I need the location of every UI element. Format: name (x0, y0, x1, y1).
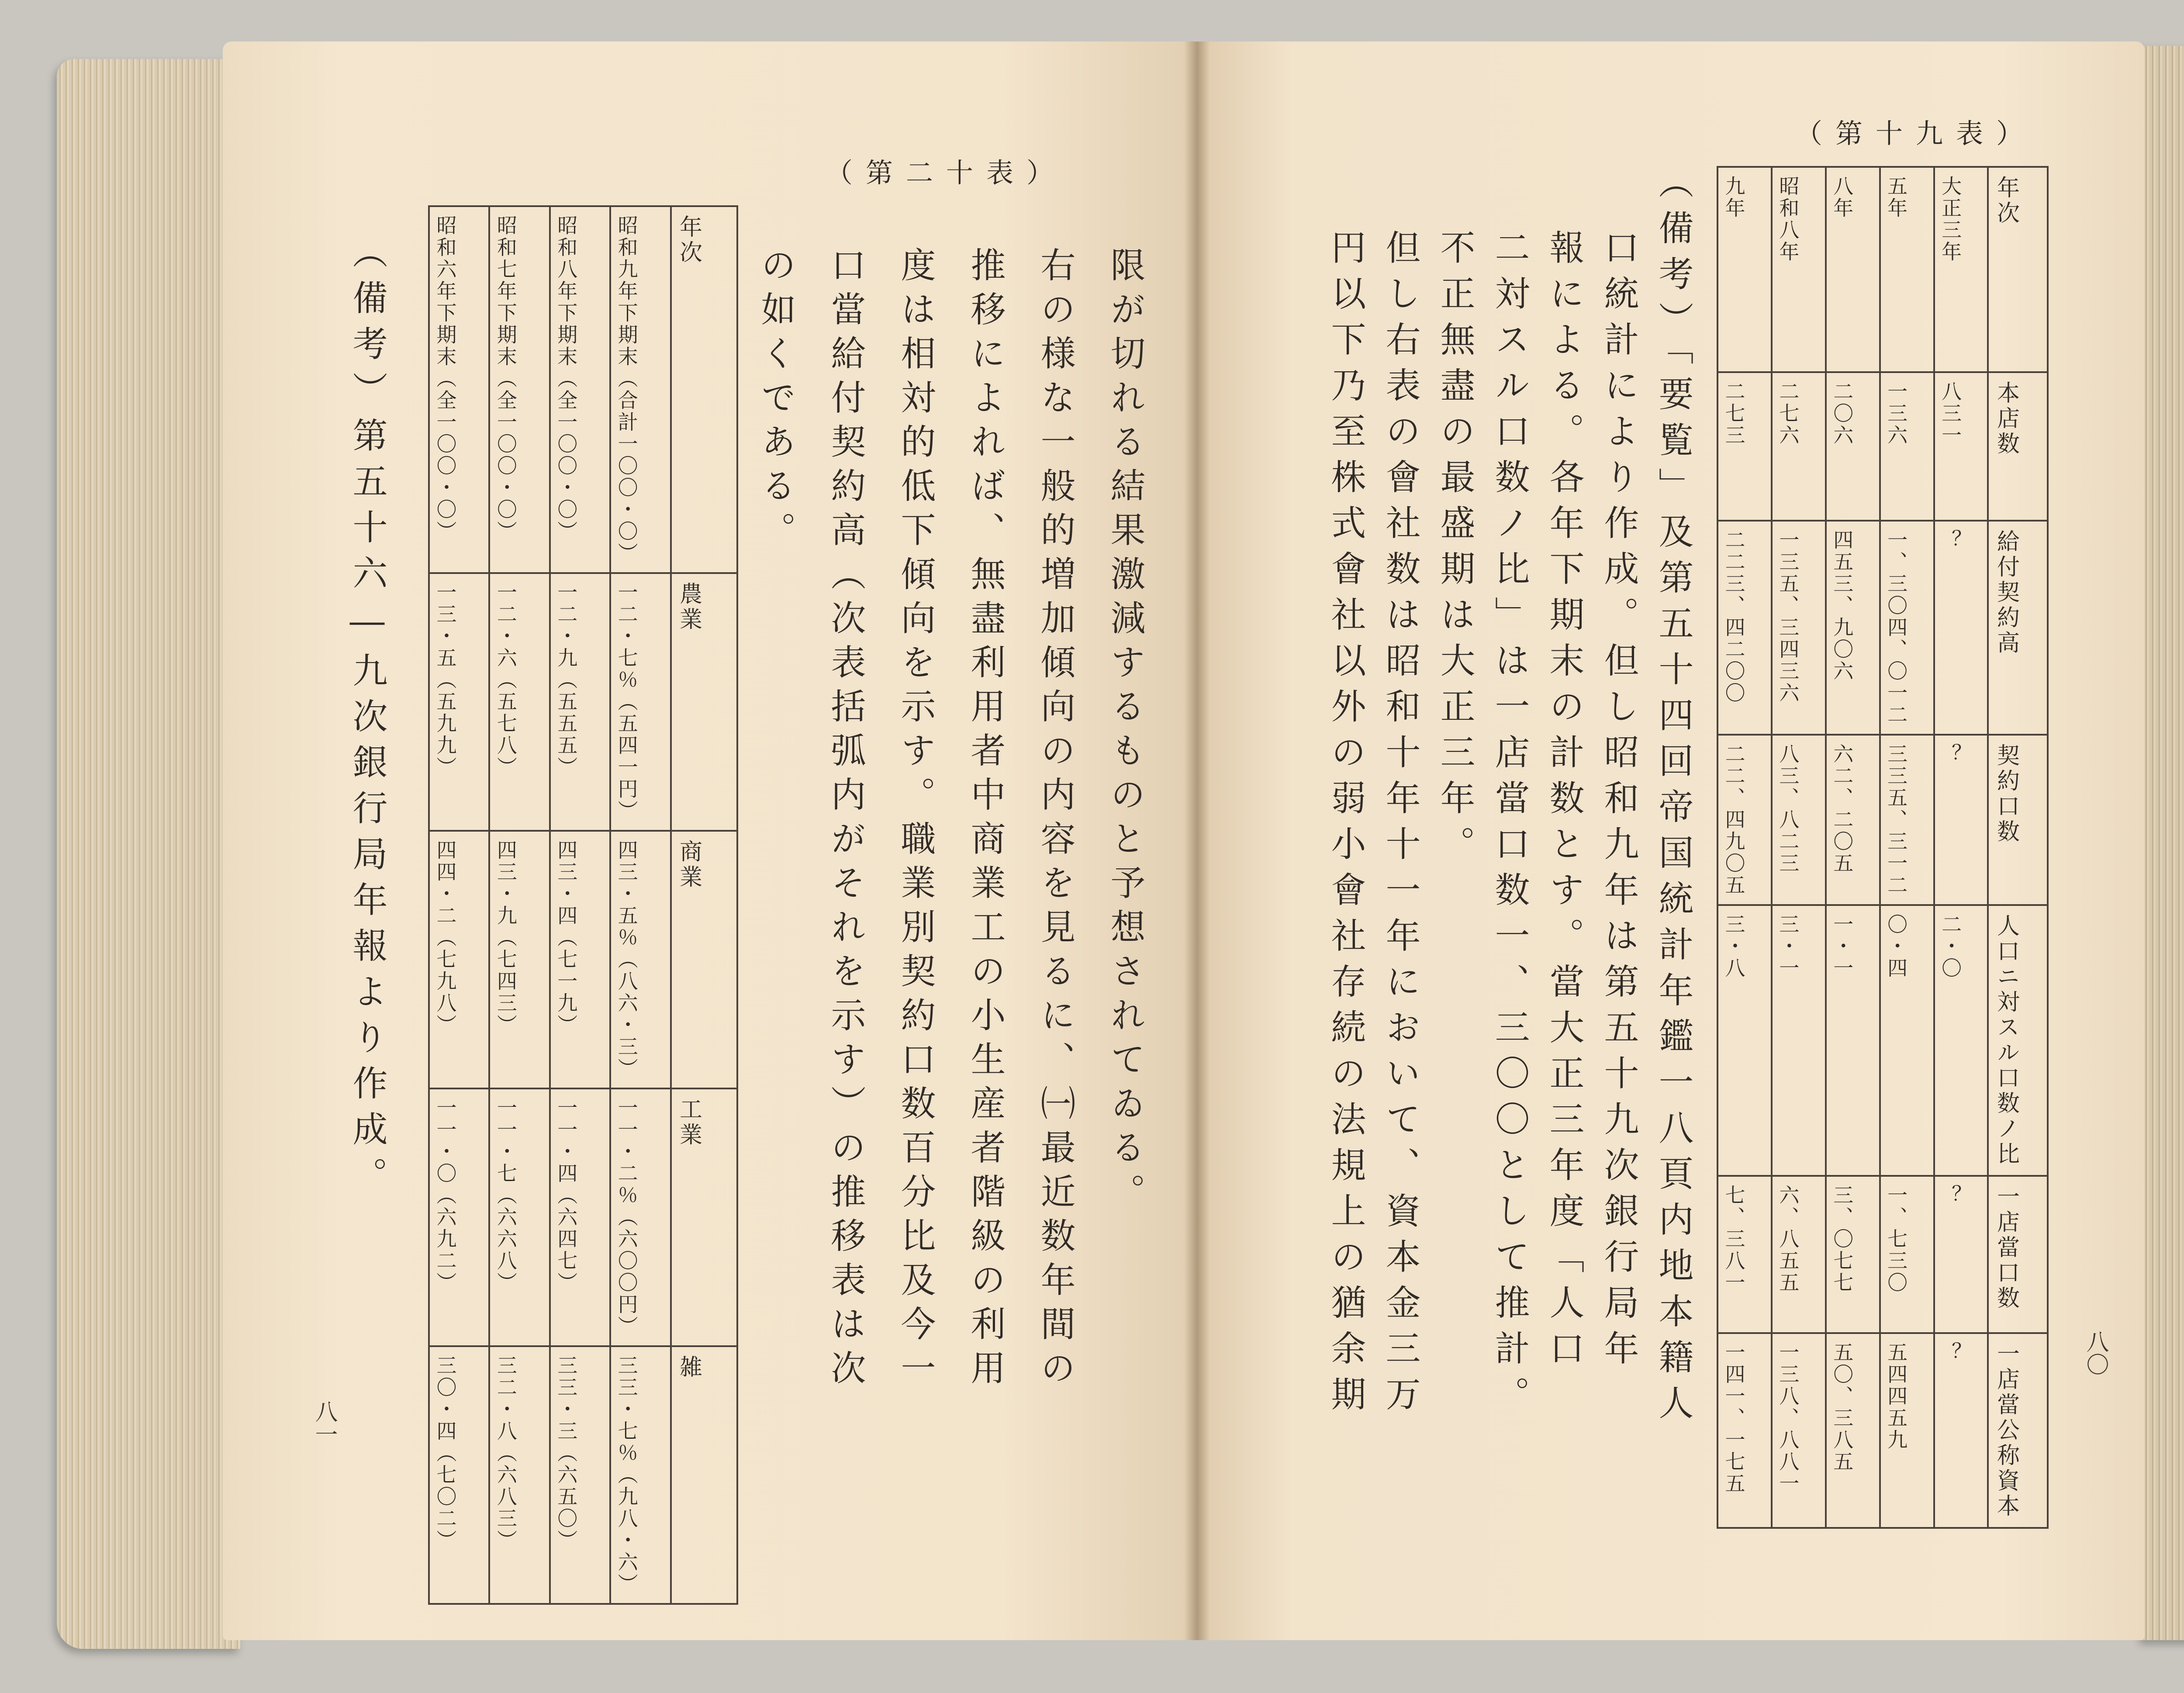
right-page-number: 八〇 (2082, 1330, 2108, 1375)
left-table-title: （第二十表） (826, 157, 1067, 189)
right-body-col-2: 口統計により作成。但し昭和九年は第五十九次銀行局年 (1598, 229, 1639, 1376)
left-note: （備考）第五十六―九次銀行局年報より作成。 (347, 234, 387, 1202)
table-20-row-3: 昭和七年下期末（全一〇〇・〇） (489, 206, 549, 573)
right-body-col-5: 不正無盡の最盛期は大正三年。 (1434, 229, 1475, 871)
table-19-row-5: 九年 (1717, 167, 1772, 372)
right-page (1197, 41, 2145, 1640)
right-body-col-7: 円以下乃至株式會社以外の弱小會社存続の法規上の猶余期 (1325, 229, 1366, 1422)
table-19-row-4: 昭和八年 (1772, 167, 1826, 372)
table-20-row-1: 昭和九年下期末（合計一〇〇・〇） (610, 206, 670, 573)
left-body-col-3: 推移によれば、無盡利用者中商業工の小生産者階級の利用 (965, 247, 1006, 1394)
right-body-col-6: 但し右表の會社数は昭和十年十一年において、資本金三万 (1380, 229, 1420, 1422)
left-page-number: 八一 (311, 1400, 337, 1445)
table-19-row-2: 五年 (1880, 167, 1934, 372)
left-body-col-5: 口當給付契約高（次表括弧内がそれを示す）の推移表は次 (825, 247, 866, 1394)
table-19-row-3: 八年 (1826, 167, 1880, 372)
left-body-col-6: の如くである。 (755, 247, 796, 556)
left-body-col-1: 限が切れる結果激減するものと予想されてゐる。 (1105, 247, 1145, 1217)
book-gutter (1184, 41, 1210, 1640)
right-table-title: （第十九表） (1795, 117, 2037, 149)
left-body-col-2: 右の様な一般的増加傾向の内容を見るに、㈠最近数年間の (1035, 247, 1075, 1394)
right-body-col-4: 二対スル口数ノ比」は一店當口数一、三〇〇として推計。 (1489, 229, 1530, 1422)
left-body-col-4: 度は相対的低下傾向を示す。職業別契約口数百分比及今一 (895, 247, 936, 1394)
left-page (223, 41, 1197, 1640)
table-20-row-2: 昭和八年下期末（全一〇〇・〇） (550, 206, 610, 573)
page-edges-left (57, 59, 240, 1649)
table-19-header: 年次 (1988, 167, 2048, 372)
table-20-header: 年次 (671, 206, 738, 573)
right-body-col-3: 報による。各年下期末の計数とす。當大正三年度「人口 (1544, 229, 1584, 1376)
table-20: 昭和六年下期末（全一〇〇・〇） 昭和七年下期末（全一〇〇・〇） 昭和八年下期末（全一〇〇・〇） 昭和九年下期末（合計一〇〇・〇） 年次 一三・五（五九九） 一二・六（五七八） 一二・九（五五五） 一二・七％（五四一円） 農業 四四・二（七九八） 四三・九（七四三） 四三・四（七一九） 四三・五％（八六・三） 商業 一一・〇（六九二） 一一・七（六六八） 一一・四（六四七） 一一・二％（六〇〇円） 工業 三〇・四（七〇二） 三二・八（六八三） 三三・三（六五〇） 三三・七％（九八・六） 雑 (428, 205, 738, 1605)
table-20-row-4: 昭和六年下期末（全一〇〇・〇） (429, 206, 489, 573)
right-body-col-1: （備考）「要覧」及第五十四回帝国統計年鑑一八頁内地本籍人 (1653, 164, 1693, 1430)
table-19-row-1: 大正三年 (1934, 167, 1988, 372)
open-book (66, 41, 2184, 1658)
table-19: 九年 昭和八年 八年 五年 大正三年 年次 二七三 二七六 二〇六 一三六 八三一 本店数 二二三、四二〇〇 一三五、三四三六 四五三、九〇六 一、三〇四、〇一二 ？ 給付契約高 二二、四九〇五 八三、八二三 六二、二〇五 三三五、三一二 ？ 契約口数 三・八 三・一 一・一 〇・四 二・〇 人口ニ対スル口数ノ比 七、三八一 六、八五五 三、〇七七 一、七三〇 ？ 一店當口数 一四一、一七五 一三八、八八一 五〇、三八五 五四四五九 ？ 一店當公称資本 (1717, 166, 2049, 1529)
